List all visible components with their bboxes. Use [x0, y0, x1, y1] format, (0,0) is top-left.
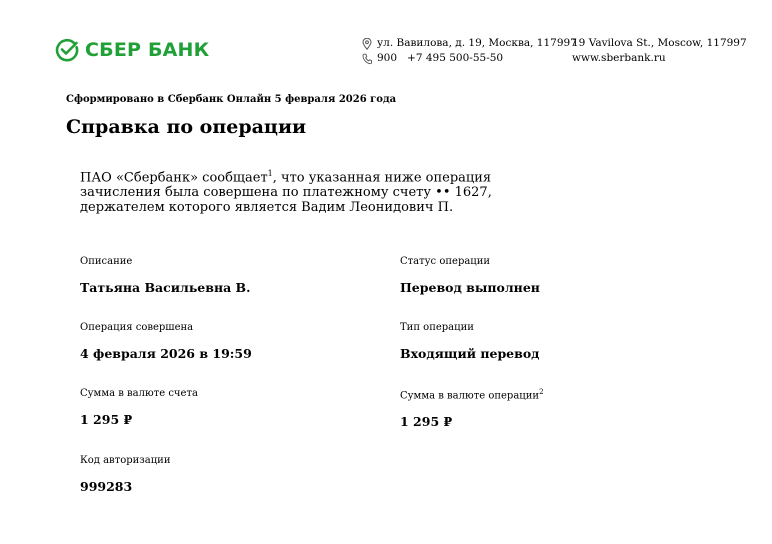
field-status [400, 256, 540, 295]
website-link[interactable]: www.sberbank.ru [572, 52, 666, 64]
brand-name: СБЕР БАНК [85, 39, 210, 61]
address-en: 19 Vavilova St., Moscow, 117997 [572, 37, 747, 49]
field-label: Тип операции [400, 322, 474, 333]
field-value: 1 295 ₽ [80, 412, 133, 427]
field-description [80, 256, 250, 295]
field-value: 4 февраля 2026 в 19:59 [80, 346, 252, 361]
field-label-text: Сумма в валюте операции [400, 390, 540, 402]
intro-text [80, 166, 540, 215]
field-label: Статус операции [400, 256, 491, 267]
field-type [400, 322, 540, 361]
footnote-1-marker: 1 [267, 169, 273, 178]
field-date [80, 322, 252, 361]
field-amount-account [80, 388, 198, 427]
address-line [362, 36, 577, 51]
phone-short[interactable]: 900 [377, 52, 398, 64]
field-label: Операция совершена [80, 322, 194, 333]
field-amount-operation [400, 388, 544, 429]
field-value: 1 295 ₽ [400, 414, 453, 430]
contacts-ru [362, 36, 577, 66]
sber-logo-icon [55, 38, 79, 62]
field-label: Код авторизации [80, 455, 171, 466]
field-label [400, 388, 544, 401]
field-auth-code [80, 455, 170, 494]
field-value: Входящий перевод [400, 346, 540, 361]
footnote-2-marker: 2 [539, 388, 544, 396]
field-value: Перевод выполнен [400, 280, 540, 295]
generated-line: Сформировано в Сбербанк Онлайн 5 февраля 2026 года [66, 94, 397, 105]
contacts-en [572, 36, 747, 66]
phone-icon [362, 53, 372, 65]
intro-part2: , что указанная ниже операция зачисления была совершена по платежному счету •• 1627, держателем которого является Вадим Леонидович П. [80, 170, 492, 216]
sber-logo [55, 38, 209, 62]
page-title: Справка по операции [66, 116, 307, 138]
address-ru: ул. Вавилова, д. 19, Москва, 117997 [377, 37, 577, 49]
field-value: 999283 [80, 479, 133, 494]
phone-full[interactable]: +7 495 500-55-50 [407, 52, 504, 64]
field-value: Татьяна Васильевна В. [80, 280, 251, 295]
field-label: Сумма в валюте счета [80, 388, 198, 399]
phone-line [362, 51, 577, 66]
field-label: Описание [80, 256, 133, 267]
intro-part1: ПАО «Сбербанк» сообщает [80, 170, 268, 186]
location-pin-icon [362, 38, 372, 50]
